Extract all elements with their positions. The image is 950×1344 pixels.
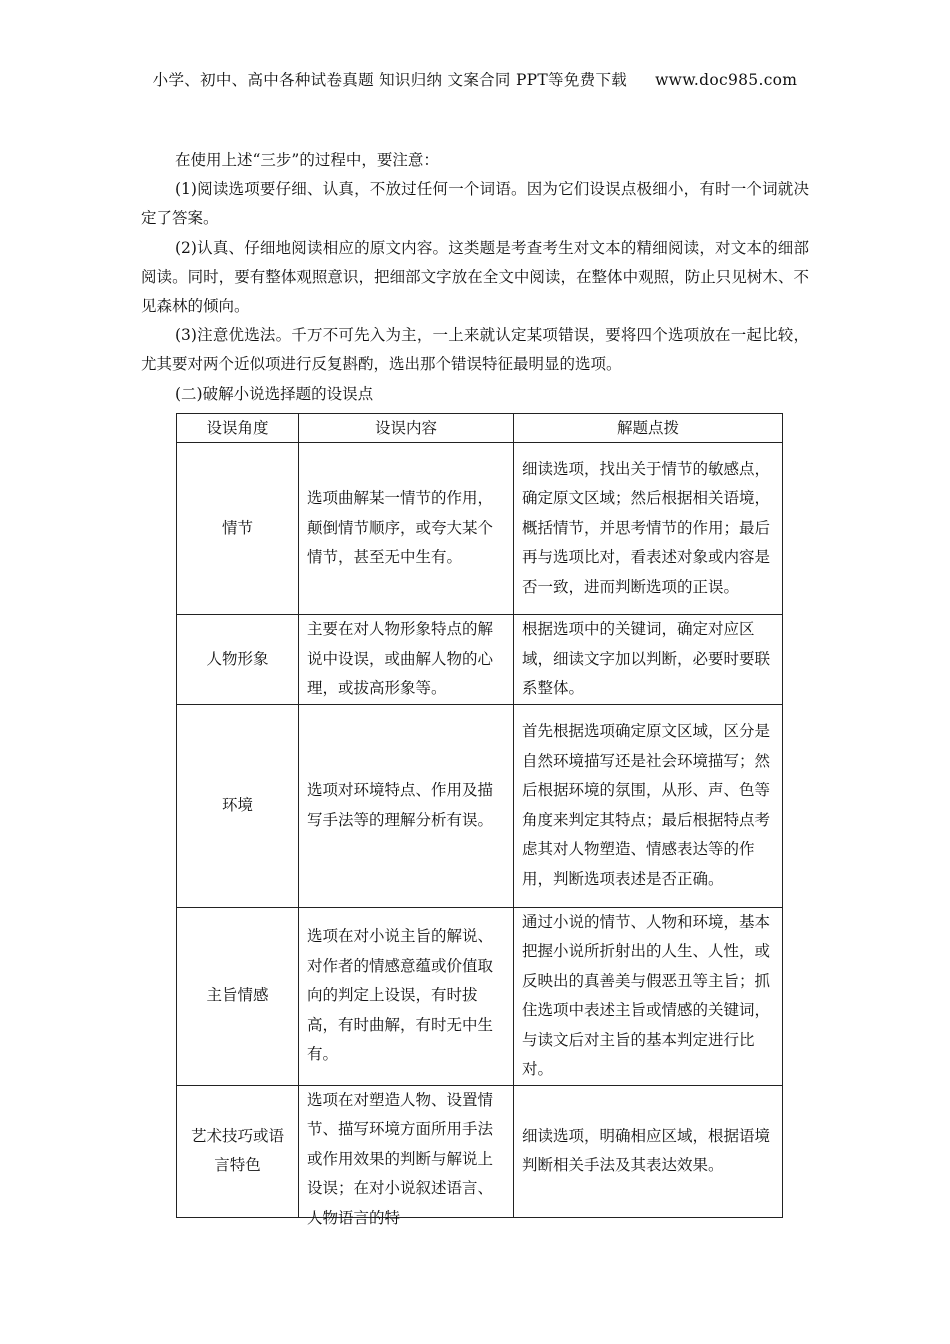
paragraph-point-2: (2)认真、仔细地阅读相应的原文内容。这类题是考查考生对文本的精细阅读，对文本的细部阅读。同时，要有整体观照意识，把细部文字放在全文中阅读，在整体中观照，防止只见树木、不见森林的倾向。 xyxy=(141,238,809,316)
header-slogan: 小学、初中、高中各种试卷真题 知识归纳 文案合同 PPT等免费下载 xyxy=(152,71,628,89)
cell-tip: 细读选项，明确相应区域，根据语境判断相关手法及其表达效果。 xyxy=(514,1085,783,1217)
paragraph-point-3: (3)注意优选法。千万不可先入为主，一上来就认定某项错误，要将四个选项放在一起比较，尤其要对两个近似项进行反复斟酌，选出那个错误特征最明显的选项。 xyxy=(141,326,809,374)
cell-content: 选项在对小说主旨的解说、对作者的情感意蕴或价值取向的判定上设误，有时拔高，有时曲解，有时无中生有。 xyxy=(299,907,514,1085)
cell-content: 主要在对人物形象特点的解说中设误，或曲解人物的心理，或拔高形象等。 xyxy=(299,615,514,705)
header-angle: 设误角度 xyxy=(177,414,299,443)
table-row xyxy=(177,443,783,615)
cell-tip: 细读选项，找出关于情节的敏感点，确定原文区域；然后根据相关语境，概括情节，并思考情节的作用；最后再与选项比对，看表述对象或内容是否一致，进而判断选项的正误。 xyxy=(514,443,783,615)
cell-angle: 情节 xyxy=(177,443,299,615)
error-analysis-table xyxy=(176,413,783,1227)
cell-angle: 环境 xyxy=(177,704,299,907)
page-header xyxy=(0,68,950,90)
body-text xyxy=(141,146,809,409)
table-row xyxy=(177,1085,783,1217)
cell-tip: 根据选项中的关键词，确定对应区域，细读文字加以判断，必要时要联系整体。 xyxy=(514,615,783,705)
table-row xyxy=(177,907,783,1085)
cell-tip: 通过小说的情节、人物和环境，基本把握小说所折射出的人生、人性，或反映出的真善美与假恶丑等主旨；抓住选项中表述主旨或情感的关键词，与读文后对主旨的基本判定进行比对。 xyxy=(514,907,783,1085)
cell-angle: 艺术技巧或语言特色 xyxy=(177,1085,299,1217)
cell-angle: 主旨情感 xyxy=(177,907,299,1085)
paragraph-point-1: (1)阅读选项要仔细、认真，不放过任何一个词语。因为它们设误点极细小，有时一个词就决定了答案。 xyxy=(141,180,809,228)
paragraph-intro: 在使用上述“三步”的过程中，要注意： xyxy=(175,151,439,169)
cell-content-text: 选项在对塑造人物、设置情节、描写环境方面所用手法或作用效果的判断与解说上设误；在对小说叙述语言、人物语言的特 xyxy=(307,1090,494,1227)
table-row xyxy=(177,615,783,705)
section-heading: (二)破解小说选择题的设误点 xyxy=(175,384,374,403)
cell-content: 选项对环境特点、作用及描写手法等的理解分析有误。 xyxy=(299,704,514,907)
cell-content xyxy=(299,1085,514,1227)
cell-tip: 首先根据选项确定原文区域，区分是自然环境描写还是社会环境描写；然后根据环境的氛围，从形、声、色等角度来判定其特点；最后根据特点考虑其对人物塑造、情感表达等的作用，判断选项表述是否正确。 xyxy=(514,704,783,907)
table-row xyxy=(177,704,783,907)
header-content: 设误内容 xyxy=(299,414,514,443)
cell-angle: 人物形象 xyxy=(177,615,299,705)
header-website: www.doc985.com xyxy=(655,71,798,89)
table-header-row xyxy=(177,414,783,443)
cell-content: 选项曲解某一情节的作用，颠倒情节顺序，或夸大某个情节，甚至无中生有。 xyxy=(299,443,514,615)
header-tip: 解题点拨 xyxy=(514,414,783,443)
